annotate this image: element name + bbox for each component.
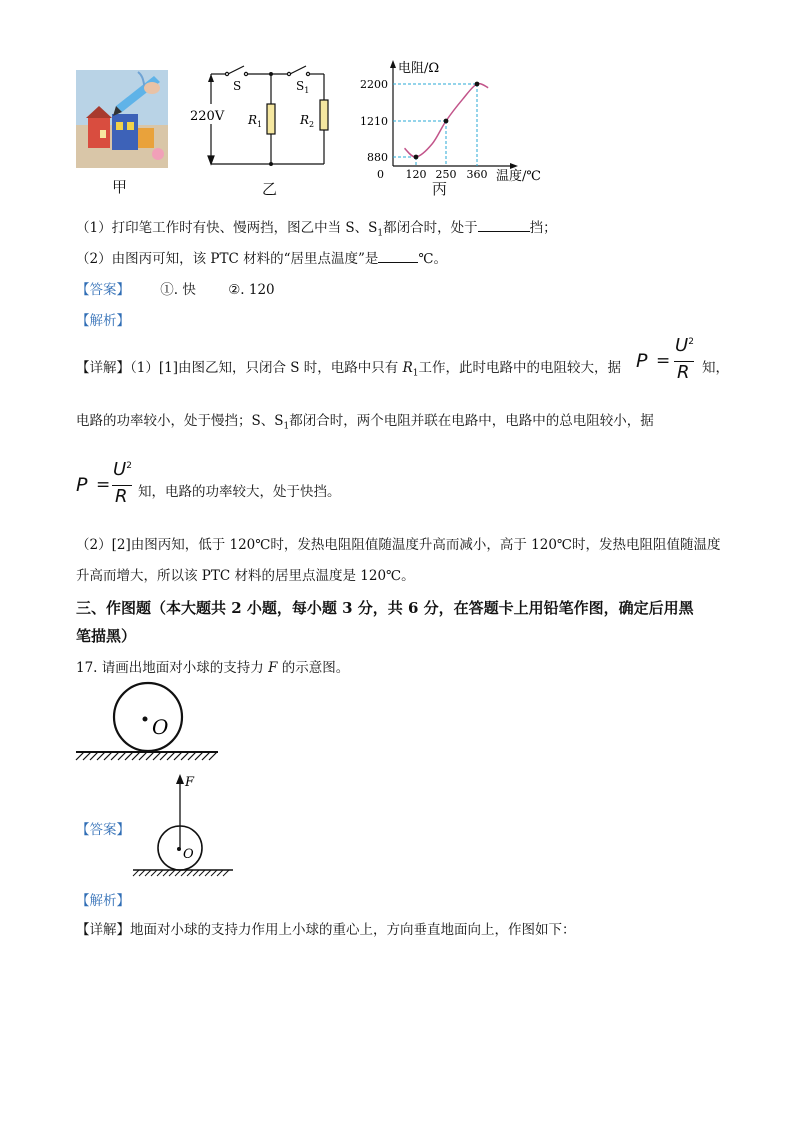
ground-hatch <box>181 870 187 876</box>
label-voltage: 220V <box>190 109 225 124</box>
analysis-label: 【解析】 <box>76 313 130 329</box>
ground-hatch <box>97 752 105 760</box>
ground-hatch <box>160 752 168 760</box>
question-1: （1）打印笔工作时有快、慢两挡，图乙中当 S、$S_1$都闭合时，处于 挡； <box>76 220 557 239</box>
question-2: （2）由图丙可知，该 PTC 材料的“居里点温度”是 ℃。 <box>76 251 448 267</box>
ground-hatch <box>132 752 140 760</box>
answer-17-figure <box>125 770 245 880</box>
caption-yi: 乙 <box>262 180 278 198</box>
question-17: 17. 请画出地面对小球的支持力 F 的示意图。 <box>76 660 350 676</box>
ground-hatch <box>205 870 211 876</box>
ground-hatch <box>133 870 139 876</box>
ground-hatch <box>104 752 112 760</box>
answer-17-label: 【答案】 <box>76 822 130 838</box>
resistance-temperature-chart <box>350 58 570 186</box>
detail-17: 【详解】地面对小球的支持力作用上小球的重心上，方向垂直地面向上，作图如下： <box>76 922 576 938</box>
label-switch-s1: $S_1$ <box>296 79 310 95</box>
ground-hatch <box>193 870 199 876</box>
detail-label: 【详解】 <box>76 360 130 376</box>
ground-hatch <box>169 870 175 876</box>
chart-y-tick-1: 1210 <box>360 115 388 128</box>
ground-hatch <box>202 752 210 760</box>
ground-hatch <box>181 752 189 760</box>
svg-text:O: O <box>152 715 169 739</box>
analysis-17-label: 【解析】 <box>76 893 130 909</box>
ground-hatch <box>118 752 126 760</box>
chart-y-tick-0: 880 <box>367 151 388 164</box>
caption-jia: 甲 <box>112 178 128 196</box>
detail-1-line-5: 升高而增大，所以该 PTC 材料的居里点温度是 120℃。 <box>76 568 415 584</box>
ground-hatch <box>146 752 154 760</box>
ground-hatch <box>157 870 163 876</box>
chart-x-tick-0: 120 <box>405 168 427 181</box>
blank-2 <box>378 250 418 263</box>
question-17-figure <box>70 680 230 770</box>
ground-hatch <box>139 752 147 760</box>
answer-label: 【答案】 <box>76 282 130 298</box>
chart-point-2 <box>475 82 480 87</box>
photo-3d-pen <box>76 70 168 168</box>
detail-1-line-1-end: 知， <box>702 360 729 376</box>
ground-hatch <box>76 752 84 760</box>
detail-1-line-4: （2）[2]由图丙知，低于 120℃时，发热电阻阻值随温度升高而减小，高于 120℃时，发热电阻阻值随温度 <box>76 537 721 553</box>
chart-x-tick-1: 250 <box>435 168 457 181</box>
chart-point-0 <box>414 155 419 160</box>
formula-power-2: P = $U^2$ R <box>76 459 132 507</box>
chart-origin-label: 0 <box>377 168 384 181</box>
ground-hatch <box>211 870 217 876</box>
detail-1-line-3: 知，电路的功率较大，处于快挡。 <box>138 484 341 500</box>
section-3-heading: 三、作图题（本大题共 2 小题，每小题 3 分，共 6 分，在答题卡上用铅笔作图，确定后用黑 <box>76 599 694 617</box>
chart-point-1 <box>444 119 449 124</box>
ground-hatch <box>145 870 151 876</box>
ground-hatch <box>174 752 182 760</box>
label-r2: $R_2$ <box>300 113 315 129</box>
svg-text:F: F <box>185 775 195 790</box>
chart-y-tick-2: 2200 <box>360 78 388 91</box>
chart-ylabel: 电阻/Ω <box>398 61 440 76</box>
detail-1-line-1: 【详解】（1）[1]由图乙知，只闭合 S 时，电路中只有 $R_1$工作，此时电路中的电阻较大，据 <box>76 360 621 379</box>
ground-hatch <box>151 870 157 876</box>
ground-hatch <box>199 870 205 876</box>
ground-hatch <box>167 752 175 760</box>
ground-hatch <box>125 752 133 760</box>
ground-hatch <box>83 752 91 760</box>
ground-hatch <box>187 870 193 876</box>
label-r1: $R_1$ <box>248 113 263 129</box>
formula-power-1: P = $U^2$ R <box>636 335 694 383</box>
ground-hatch <box>195 752 203 760</box>
ground-hatch <box>163 870 169 876</box>
section-3-heading-2: 笔描黑） <box>76 627 137 645</box>
chart-x-tick-2: 360 <box>466 168 488 181</box>
ground-hatch <box>223 870 229 876</box>
svg-text:O: O <box>183 847 194 862</box>
ground-hatch <box>209 752 217 760</box>
caption-bing: 丙 <box>432 180 448 198</box>
ground-hatch <box>175 870 181 876</box>
chart-xlabel: 温度/℃ <box>496 169 541 184</box>
answer-1: 【答案】 ①. 快 ②. 120 <box>76 282 275 298</box>
ground-hatch <box>217 870 223 876</box>
ground-hatch <box>139 870 145 876</box>
detail-1-line-2: 电路的功率较小，处于慢挡；S、$S_1$都闭合时，两个电阻并联在电路中，电路中的总电阻较小，据 <box>76 413 654 432</box>
ground-hatch <box>111 752 119 760</box>
blank-1 <box>478 219 530 232</box>
ground-hatch <box>90 752 98 760</box>
ground-hatch <box>188 752 196 760</box>
label-switch-s: S <box>233 79 242 93</box>
ground-hatch <box>153 752 161 760</box>
circuit-diagram <box>188 62 338 172</box>
